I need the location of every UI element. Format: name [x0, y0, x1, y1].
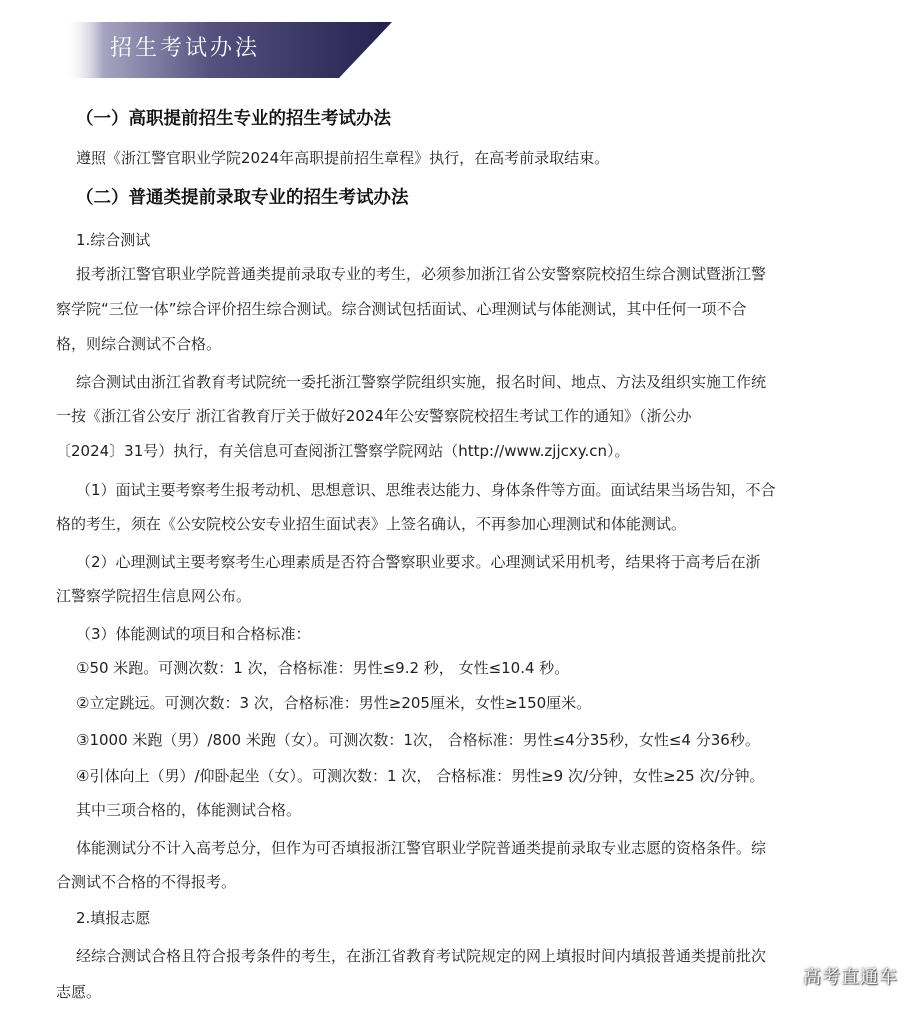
section1-heading: （一）高职提前招生专业的招生考试办法 [76, 109, 391, 129]
paragraph-line: 志愿。 [56, 983, 102, 1001]
list-item: ①50 米跑。可测次数：1 次，合格标准：男性≤9.2 秒， 女性≤10.4 秒。 [76, 659, 570, 677]
paragraph-line: 格，则综合测试不合格。 [56, 335, 222, 353]
list-item: ②立定跳远。可测次数：3 次，合格标准：男性≥205厘米，女性≥150厘米。 [76, 694, 592, 712]
list-item: ③1000 米跑（男）/800 米跑（女）。可测次数：1次， 合格标准：男性≤4分35秒，女性≤4 分36秒。 [76, 731, 760, 749]
list-item: ④引体向上（男）/仰卧起坐（女）。可测次数：1 次， 合格标准：男性≥9 次/分钟，女性≥25 次/分钟。 [76, 767, 765, 785]
paragraph-line: 格的考生，须在《公安院校公安专业招生面试表》上签名确认，不再参加心理测试和体能测试。 [56, 515, 687, 533]
paragraph-line: （1）面试主要考察考生报考动机、思想意识、思维表达能力、身体条件等方面。面试结果当场告知，不合 [76, 481, 776, 499]
subsection2-title: 2.填报志愿 [76, 909, 151, 927]
paragraph-line: 报考浙江警官职业学院普通类提前录取专业的考生，必须参加浙江省公安警察院校招生综合测试暨浙江警 [76, 265, 767, 283]
watermark: 高考直通车 [803, 967, 898, 988]
paragraph-line: （3）体能测试的项目和合格标准： [76, 625, 311, 643]
paragraph-line: 其中三项合格的，体能测试合格。 [76, 801, 302, 819]
subsection1-title: 1.综合测试 [76, 231, 151, 249]
paragraph-line: （2）心理测试主要考察考生心理素质是否符合警察职业要求。心理测试采用机考，结果将于高考后在浙 [76, 553, 761, 571]
paragraph-line: 察学院“三位一体”综合评价招生综合测试。综合测试包括面试、心理测试与体能测试，其中任何一项不合 [56, 300, 747, 318]
paragraph-line: 体能测试分不计入高考总分，但作为可否填报浙江警官职业学院普通类提前录取专业志愿的资格条件。综 [76, 839, 767, 857]
paragraph-line: 综合测试由浙江省教育考试院统一委托浙江警察学院组织实施，报名时间、地点、方法及组织实施工作统 [76, 373, 767, 391]
paragraph-line: 一按《浙江省公安厅 浙江省教育厅关于做好2024年公安警察院校招生考试工作的通知》（浙公办 [56, 407, 692, 425]
page-title: 招生考试办法 [110, 36, 261, 61]
section-banner [64, 22, 392, 78]
paragraph-line: 江警察学院招生信息网公布。 [56, 587, 252, 605]
paragraph-line: 〔2024〕31号）执行，有关信息可查阅浙江警察学院网站（http://www.zjjcxy.cn）。 [56, 442, 630, 460]
section2-heading: （二）普通类提前录取专业的招生考试办法 [76, 188, 409, 208]
paragraph-line: 经综合测试合格且符合报考条件的考生，在浙江省教育考试院规定的网上填报时间内填报普通类提前批次 [76, 947, 767, 965]
paragraph-line: 合测试不合格的不得报考。 [56, 873, 237, 891]
section1-text: 遵照《浙江警官职业学院2024年高职提前招生章程》执行，在高考前录取结束。 [76, 149, 610, 167]
